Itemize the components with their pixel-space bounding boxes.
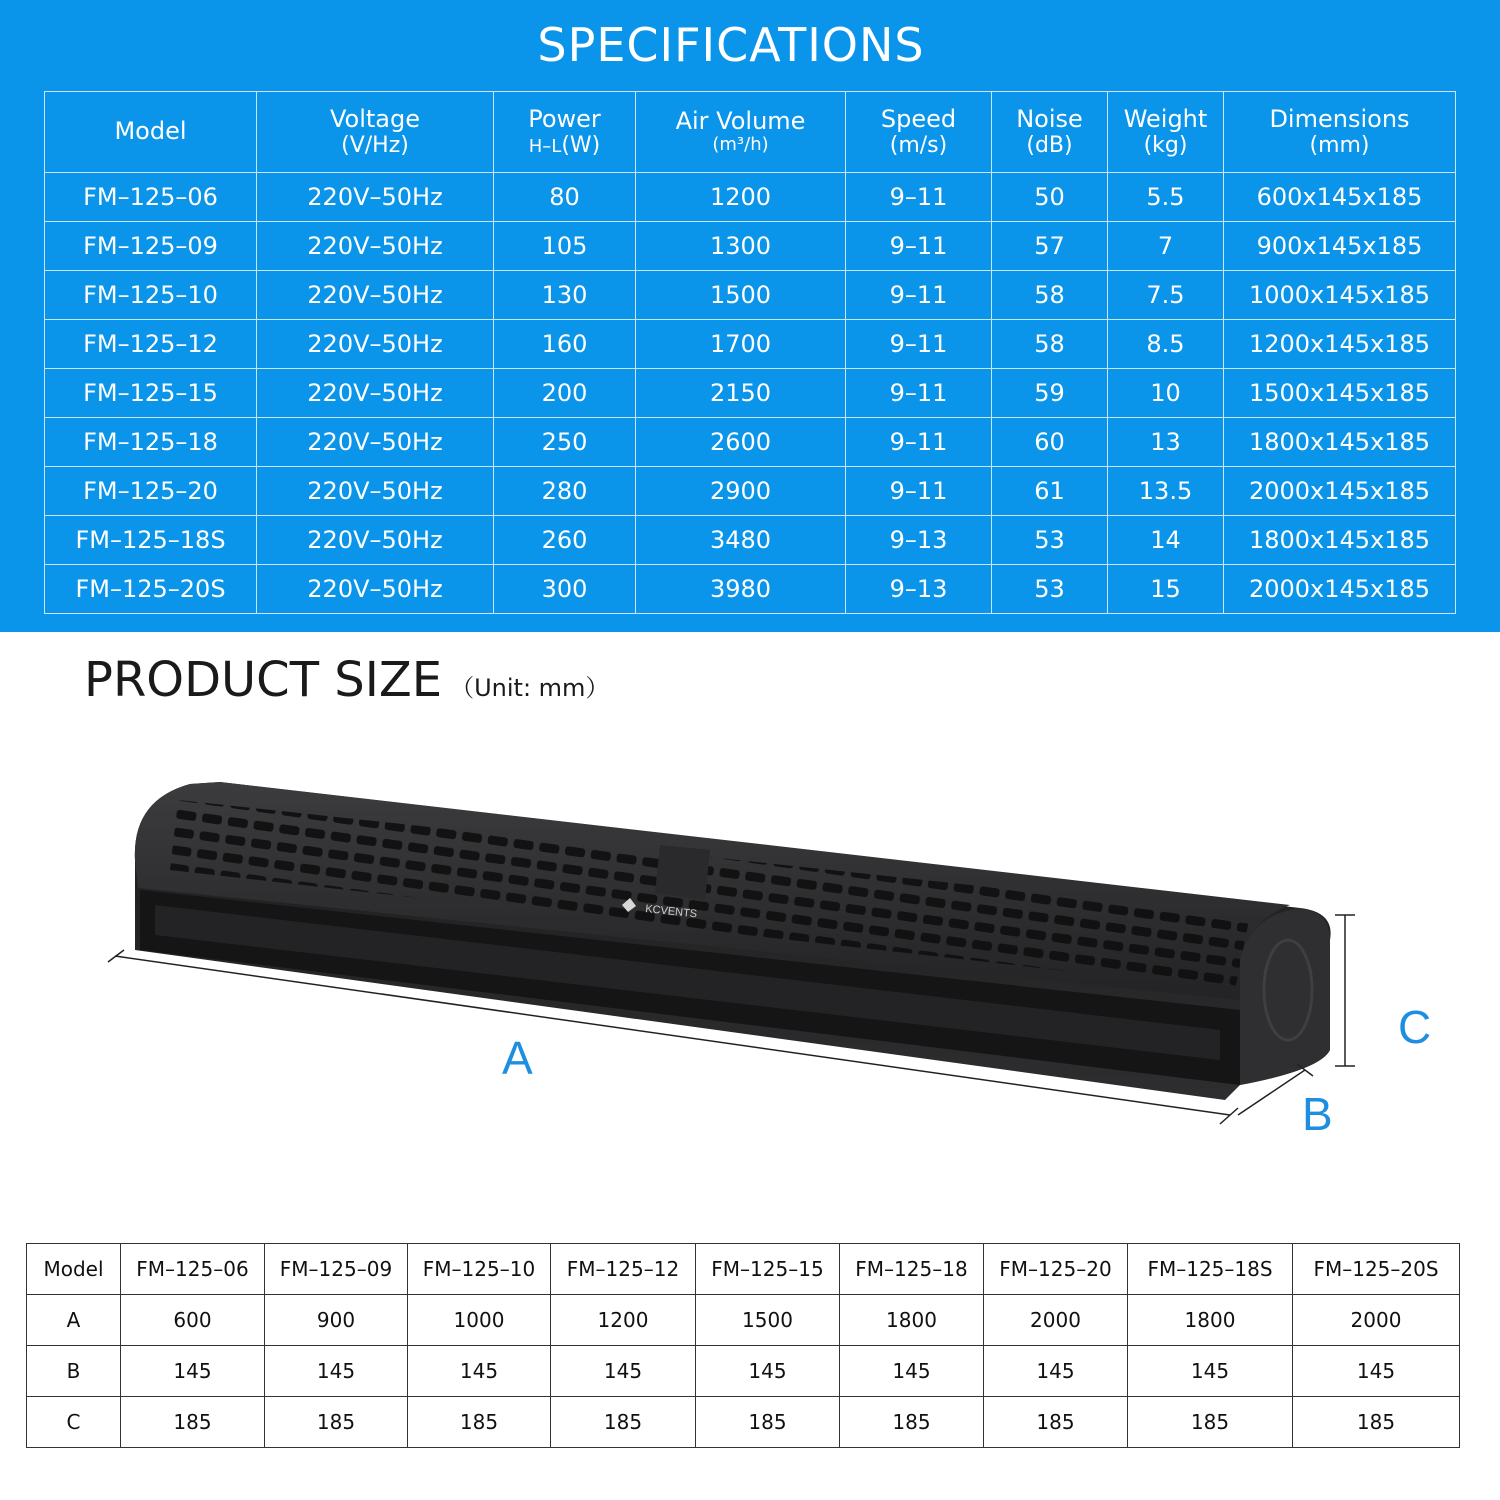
cell-power: 260 (494, 516, 636, 565)
cell-power: 80 (494, 173, 636, 222)
cell-dimensions: 600x145x185 (1224, 173, 1456, 222)
cell-model: FM–125–18S (45, 516, 257, 565)
cell-air-volume: 2600 (636, 418, 846, 467)
cell-dimensions: 1200x145x185 (1224, 320, 1456, 369)
size-value: 1500 (696, 1295, 840, 1346)
cell-power: 160 (494, 320, 636, 369)
size-value: 1000 (408, 1295, 551, 1346)
cell-noise: 59 (992, 369, 1108, 418)
header-model: Model (45, 92, 257, 173)
cell-air-volume: 3480 (636, 516, 846, 565)
cell-speed: 9–11 (846, 222, 992, 271)
cell-air-volume: 2150 (636, 369, 846, 418)
cell-air-volume: 1200 (636, 173, 846, 222)
cell-voltage: 220V–50Hz (257, 271, 494, 320)
cell-weight: 7 (1108, 222, 1224, 271)
cell-dimensions: 2000x145x185 (1224, 467, 1456, 516)
cell-noise: 57 (992, 222, 1108, 271)
cell-weight: 13 (1108, 418, 1224, 467)
product-size-title (84, 652, 609, 708)
size-value: 900 (265, 1295, 408, 1346)
size-row-label: A (27, 1295, 121, 1346)
cell-dimensions: 1800x145x185 (1224, 418, 1456, 467)
cell-dimensions: 1000x145x185 (1224, 271, 1456, 320)
product-size-unit: （Unit: mm） (450, 674, 610, 702)
header-air-volume: Air Volume (m³/h) (636, 92, 846, 173)
cell-speed: 9–11 (846, 271, 992, 320)
cell-power: 130 (494, 271, 636, 320)
cell-weight: 13.5 (1108, 467, 1224, 516)
cell-model: FM–125–06 (45, 173, 257, 222)
cell-power: 300 (494, 565, 636, 614)
cell-noise: 58 (992, 271, 1108, 320)
size-value: 145 (121, 1346, 265, 1397)
cell-voltage: 220V–50Hz (257, 369, 494, 418)
cell-noise: 58 (992, 320, 1108, 369)
brand-logo: KCVENTS (644, 903, 698, 921)
cell-air-volume: 1700 (636, 320, 846, 369)
cell-model: FM–125–15 (45, 369, 257, 418)
size-model: FM–125–12 (551, 1244, 696, 1295)
cell-air-volume: 3980 (636, 565, 846, 614)
cell-model: FM–125–12 (45, 320, 257, 369)
cell-speed: 9–11 (846, 320, 992, 369)
cell-speed: 9–13 (846, 516, 992, 565)
header-voltage: Voltage (V/Hz) (257, 92, 494, 173)
size-value: 1800 (1128, 1295, 1293, 1346)
cell-weight: 15 (1108, 565, 1224, 614)
air-curtain-illustration (0, 740, 1500, 1190)
size-value: 185 (265, 1397, 408, 1448)
spec-row (45, 467, 1456, 516)
cell-power: 250 (494, 418, 636, 467)
header-power: Power H–L(W) (494, 92, 636, 173)
cell-speed: 9–11 (846, 369, 992, 418)
size-row-a (27, 1295, 1460, 1346)
cell-voltage: 220V–50Hz (257, 320, 494, 369)
header-weight: Weight (kg) (1108, 92, 1224, 173)
cell-voltage: 220V–50Hz (257, 467, 494, 516)
dimension-label-b: B (1302, 1088, 1333, 1140)
spec-row (45, 222, 1456, 271)
size-value: 2000 (984, 1295, 1128, 1346)
cell-air-volume: 1300 (636, 222, 846, 271)
cell-model: FM–125–09 (45, 222, 257, 271)
cell-dimensions: 900x145x185 (1224, 222, 1456, 271)
cell-dimensions: 1800x145x185 (1224, 516, 1456, 565)
size-value: 145 (984, 1346, 1128, 1397)
cell-noise: 61 (992, 467, 1108, 516)
size-value: 185 (551, 1397, 696, 1448)
cell-speed: 9–11 (846, 418, 992, 467)
spec-row (45, 516, 1456, 565)
dimension-label-c: C (1398, 1001, 1432, 1053)
specifications-section (0, 0, 1500, 632)
cell-weight: 10 (1108, 369, 1224, 418)
spec-row (45, 565, 1456, 614)
cell-noise: 53 (992, 565, 1108, 614)
size-value: 145 (265, 1346, 408, 1397)
size-header-label: Model (27, 1244, 121, 1295)
cell-voltage: 220V–50Hz (257, 565, 494, 614)
size-value: 185 (696, 1397, 840, 1448)
size-value: 145 (408, 1346, 551, 1397)
size-value: 145 (840, 1346, 984, 1397)
size-value: 185 (984, 1397, 1128, 1448)
cell-model: FM–125–18 (45, 418, 257, 467)
size-model: FM–125–06 (121, 1244, 265, 1295)
size-value: 145 (551, 1346, 696, 1397)
spec-row (45, 173, 1456, 222)
header-speed: Speed (m/s) (846, 92, 992, 173)
size-model: FM–125–18 (840, 1244, 984, 1295)
cell-power: 200 (494, 369, 636, 418)
dimension-tick-a-right (1220, 1108, 1238, 1124)
size-model: FM–125–10 (408, 1244, 551, 1295)
size-model: FM–125–20 (984, 1244, 1128, 1295)
size-model: FM–125–18S (1128, 1244, 1293, 1295)
dimension-label-a: A (502, 1032, 533, 1084)
specifications-title: SPECIFICATIONS (537, 18, 925, 72)
spec-row (45, 320, 1456, 369)
product-size-heading: PRODUCT SIZE (84, 652, 443, 708)
size-value: 2000 (1293, 1295, 1460, 1346)
size-row-label: C (27, 1397, 121, 1448)
size-value: 145 (696, 1346, 840, 1397)
cell-voltage: 220V–50Hz (257, 173, 494, 222)
size-value: 145 (1293, 1346, 1460, 1397)
size-value: 1800 (840, 1295, 984, 1346)
size-value: 185 (1128, 1397, 1293, 1448)
cell-noise: 60 (992, 418, 1108, 467)
spec-header-row (45, 92, 1456, 173)
size-value: 185 (121, 1397, 265, 1448)
cell-dimensions: 1500x145x185 (1224, 369, 1456, 418)
cell-air-volume: 2900 (636, 467, 846, 516)
dimension-tick-a-left (108, 950, 124, 962)
cell-weight: 7.5 (1108, 271, 1224, 320)
size-value: 600 (121, 1295, 265, 1346)
size-value: 185 (1293, 1397, 1460, 1448)
size-value: 1200 (551, 1295, 696, 1346)
cell-noise: 53 (992, 516, 1108, 565)
cell-speed: 9–13 (846, 565, 992, 614)
size-model: FM–125–15 (696, 1244, 840, 1295)
cell-model: FM–125–20S (45, 565, 257, 614)
cell-power: 280 (494, 467, 636, 516)
header-noise: Noise (dB) (992, 92, 1108, 173)
cell-model: FM–125–10 (45, 271, 257, 320)
cell-power: 105 (494, 222, 636, 271)
size-row-label: B (27, 1346, 121, 1397)
cell-dimensions: 2000x145x185 (1224, 565, 1456, 614)
cell-voltage: 220V–50Hz (257, 418, 494, 467)
cell-speed: 9–11 (846, 173, 992, 222)
cell-speed: 9–11 (846, 467, 992, 516)
size-header-row (27, 1244, 1460, 1295)
header-dimensions: Dimensions (mm) (1224, 92, 1456, 173)
specifications-table (44, 91, 1456, 614)
cell-noise: 50 (992, 173, 1108, 222)
size-table (26, 1243, 1460, 1448)
size-model: FM–125–20S (1293, 1244, 1460, 1295)
spec-row (45, 271, 1456, 320)
size-row-c (27, 1397, 1460, 1448)
size-value: 145 (1128, 1346, 1293, 1397)
cell-voltage: 220V–50Hz (257, 222, 494, 271)
cell-weight: 14 (1108, 516, 1224, 565)
air-curtain-unit (135, 782, 1331, 1100)
cell-air-volume: 1500 (636, 271, 846, 320)
size-value: 185 (408, 1397, 551, 1448)
cell-weight: 5.5 (1108, 173, 1224, 222)
size-model: FM–125–09 (265, 1244, 408, 1295)
cell-weight: 8.5 (1108, 320, 1224, 369)
spec-row (45, 418, 1456, 467)
size-value: 185 (840, 1397, 984, 1448)
size-row-b (27, 1346, 1460, 1397)
spec-row (45, 369, 1456, 418)
cell-model: FM–125–20 (45, 467, 257, 516)
cell-voltage: 220V–50Hz (257, 516, 494, 565)
